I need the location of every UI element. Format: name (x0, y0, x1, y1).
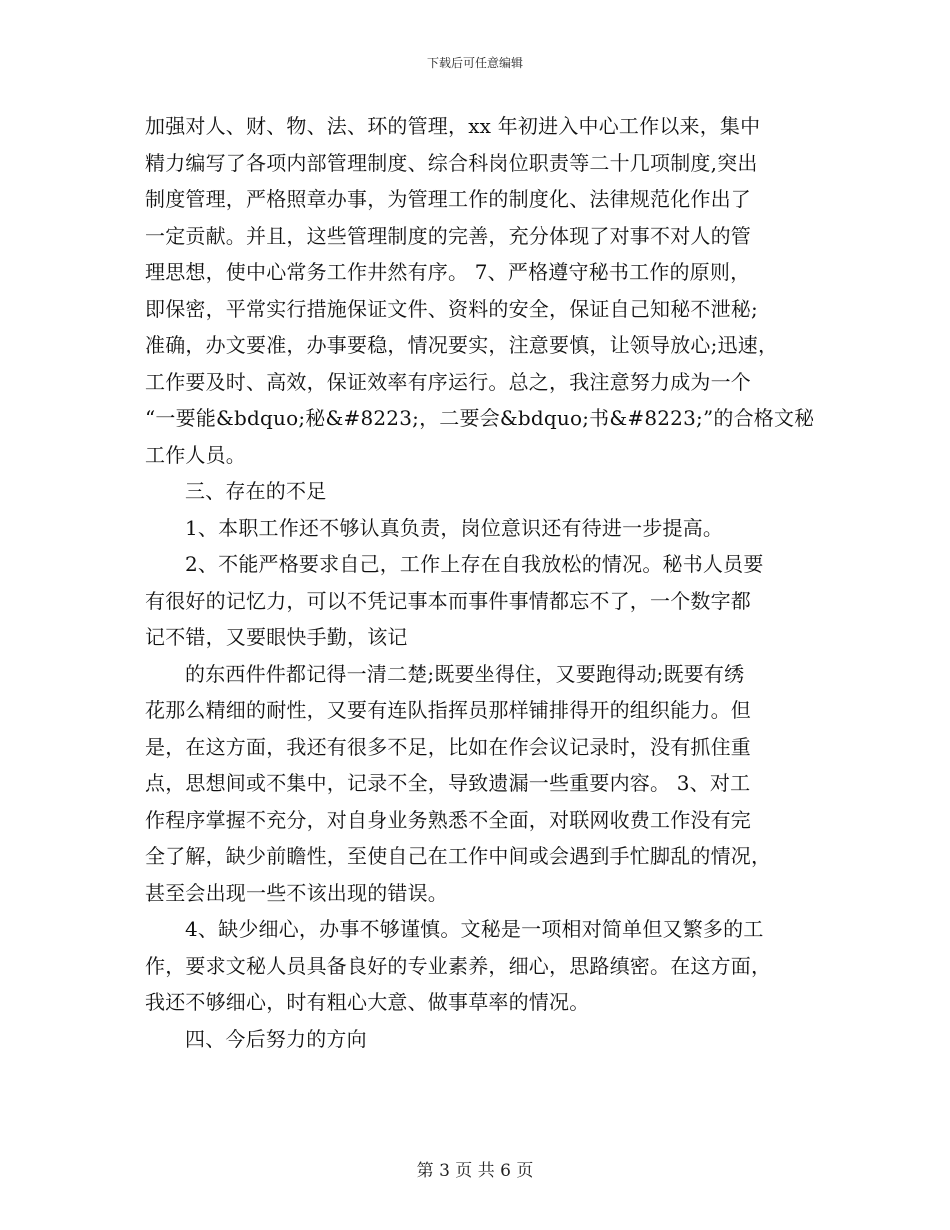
text-line: 花那么精细的耐性，又要有连队指挥员那样铺排得开的组织能力。但 (145, 698, 751, 722)
text-line: 我还不够细心，时有粗心大意、做事草率的情况。 (145, 990, 590, 1014)
text-line: 4、缺少细心，办事不够谨慎。文秘是一项相对简单但又繁多的工 (185, 917, 764, 941)
text-line: 甚至会出现一些不该出现的错误。 (145, 880, 448, 905)
text-line: 加强对人、财、物、法、环的管理，xx 年初进入中心工作以来，集中 (145, 114, 761, 138)
text-line: “一要能&bdquo;秘&#8223;，二要会&bdquo;书&#8223;”的合格文秘 (145, 406, 815, 430)
text-line: 的东西件件都记得一清二楚;既要坐得住，又要跑得动;既要有绣 (185, 661, 745, 686)
text-line: 一定贡献。并且，这些管理制度的完善，充分体现了对事不对人的管 (145, 223, 751, 248)
section-heading: 四、今后努力的方向 (185, 1026, 367, 1051)
page-header: 下载后可任意编辑 (426, 56, 523, 70)
section-heading: 三、存在的不足 (185, 479, 327, 503)
text-line: 有很好的记忆力，可以不凭记事本而事件事情都忘不了，一个数字都 (145, 588, 751, 613)
text-line: 是，在这方面，我还有很多不足，比如在作会议记录时，没有抓住重 (145, 734, 751, 759)
text-line: 制度管理，严格照章办事，为管理工作的制度化、法律规范化作出了 (145, 187, 751, 211)
text-line: 点，思想间或不集中，记录不全，导致遗漏一些重要内容。 3、对工 (145, 771, 751, 795)
text-line: 精力编写了各项内部管理制度、综合科岗位职责等二十几项制度,突出 (145, 150, 758, 175)
text-line: 工作人员。 (145, 442, 246, 467)
text-line: 全了解，缺少前瞻性，至使自己在工作中间或会遇到手忙脚乱的情况， (145, 844, 772, 868)
text-line: 1、本职工作还不够认真负责，岗位意识还有待进一步提高。 (185, 515, 724, 540)
text-line: 记不错，又要眼快手勤，该记 (145, 625, 408, 649)
document-body (145, 108, 835, 1057)
text-line: 作程序掌握不充分，对自身业务熟悉不全面，对联网收费工作没有完 (145, 807, 751, 832)
text-line: 即保密，平常实行措施保证文件、资料的安全，保证自己知秘不泄秘; (145, 296, 758, 321)
text-line: 工作要及时、高效，保证效率有序运行。总之，我注意努力成为一个 (145, 369, 751, 394)
text-line: 2、不能严格要求自己，工作上存在自我放松的情况。秘书人员要 (185, 552, 764, 576)
page-number: 第 3 页 共 6 页 (416, 1161, 534, 1181)
text-line: 作，要求文秘人员具备良好的专业素养，细心，思路缜密。在这方面， (145, 953, 772, 978)
text-line: 理思想，使中心常务工作井然有序。 7、严格遵守秘书工作的原则， (145, 260, 751, 284)
text-line: 准确，办文要准，办事要稳，情况要实，注意要慎，让领导放心;迅速， (145, 333, 779, 357)
